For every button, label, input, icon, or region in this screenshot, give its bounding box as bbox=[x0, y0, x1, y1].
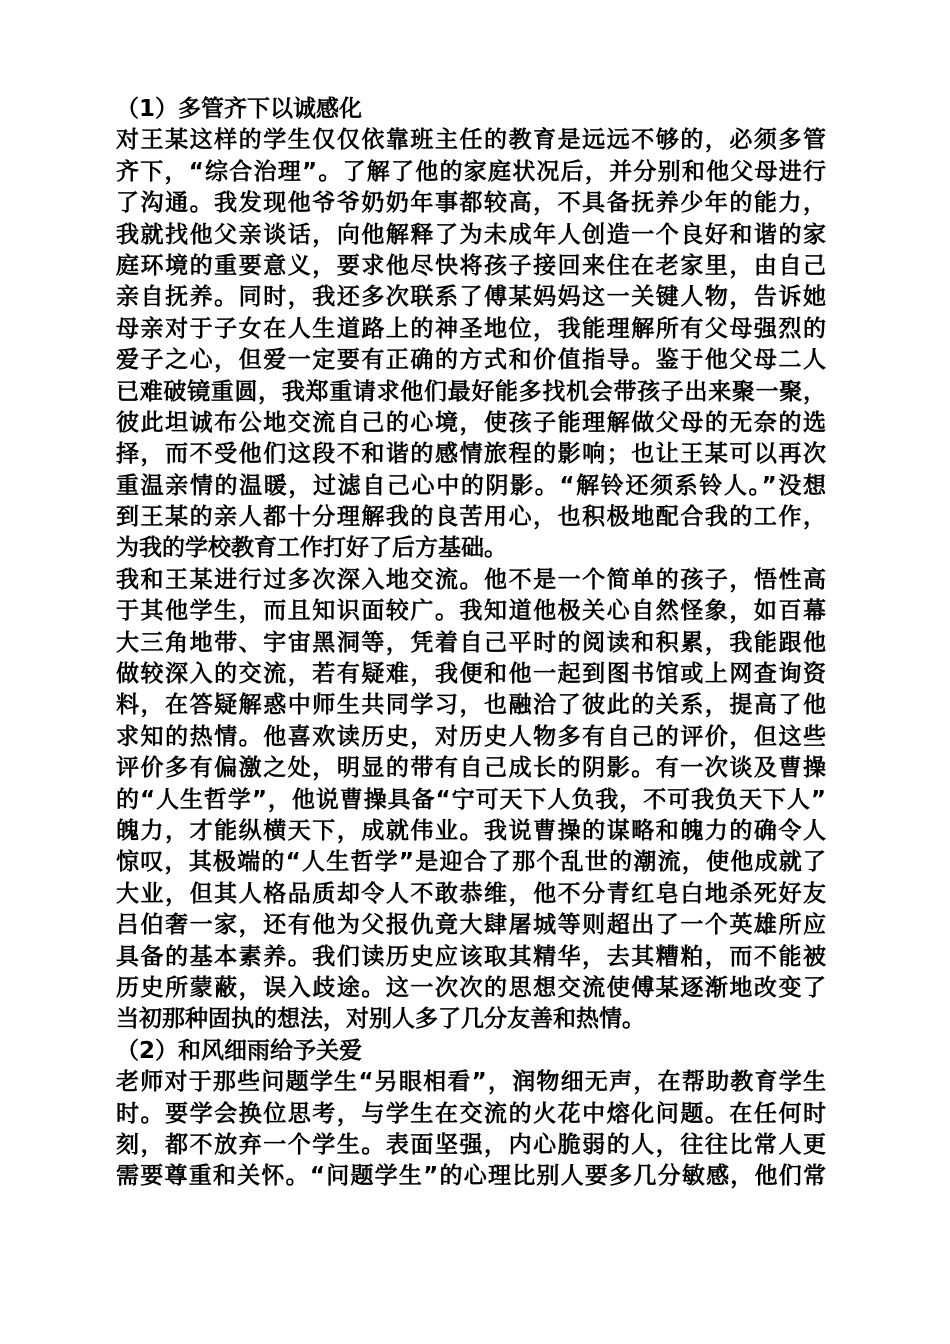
text-line: 了沟通。我发现他爷爷奶奶年事都较高，不具备抚养少年的能力， bbox=[116, 190, 826, 217]
text-line: 母亲对于子女在人生道路上的神圣地位，我能理解所有父母强烈的 bbox=[116, 315, 826, 342]
text-line: 时。要学会换位思考，与学生在交流的火花中熔化问题。在任何时 bbox=[116, 1100, 826, 1127]
text-line: 需要尊重和关怀。“问题学生”的心理比别人要多几分敏感，他们常 bbox=[116, 1163, 826, 1190]
text-line: 老师对于那些问题学生“另眼相看”，润物细无声，在帮助教育学生 bbox=[116, 1069, 826, 1096]
text-line: 对王某这样的学生仅仅依靠班主任的教育是远远不够的，必须多管 bbox=[116, 127, 826, 154]
text-line: 已难破镜重圆，我郑重请求他们最好能多找机会带孩子出来聚一聚， bbox=[116, 378, 826, 405]
text-line: 评价多有偏激之处，明显的带有自己成长的阴影。有一次谈及曹操 bbox=[116, 755, 826, 782]
text-line: 于其他学生，而且知识面较广。我知道他极关心自然怪象，如百幕 bbox=[116, 598, 826, 625]
text-line: 魄力，才能纵横天下，成就伟业。我说曹操的谋略和魄力的确令人 bbox=[116, 817, 826, 844]
section-heading-2: （2）和风细雨给予关爱 bbox=[116, 1037, 363, 1064]
section-heading-1: （1）多管齐下以诚感化 bbox=[116, 96, 363, 122]
text-line: 我和王某进行过多次深入地交流。他不是一个简单的孩子，悟性高 bbox=[116, 566, 826, 593]
text-line: 大三角地带、宇宙黑洞等，凭着自己平时的阅读和积累，我能跟他 bbox=[116, 629, 826, 656]
text-line: 到王某的亲人都十分理解我的良苦用心，也积极地配合我的工作， bbox=[116, 504, 826, 531]
text-line: 刻，都不放弃一个学生。表面坚强，内心脆弱的人，往往比常人更 bbox=[116, 1131, 826, 1158]
text-line: 爱子之心，但爱一定要有正确的方式和价值指导。鉴于他父母二人 bbox=[116, 347, 826, 374]
text-line: 具备的基本素养。我们读历史应该取其精华，去其糟粕，而不能被 bbox=[116, 943, 826, 970]
text-line: 重温亲情的温暖，过滤自己心中的阴影。“解铃还须系铃人。”没想 bbox=[116, 472, 826, 499]
text-line: 我就找他父亲谈话，向他解释了为未成年人创造一个良好和谐的家 bbox=[116, 221, 826, 248]
text-line: 历史所蒙蔽，误入歧途。这一次次的思想交流使傅某逐渐地改变了 bbox=[116, 974, 826, 1001]
text-line: 吕伯奢一家，还有他为父报仇竟大肆屠城等则超出了一个英雄所应 bbox=[116, 912, 826, 939]
text-line: 惊叹，其极端的“人生哲学”是迎合了那个乱世的潮流，使他成就了 bbox=[116, 849, 826, 876]
text-line: 择，而不受他们这段不和谐的感情旅程的影响；也让王某可以再次 bbox=[116, 441, 826, 468]
text-line: 为我的学校教育工作打好了后方基础。 bbox=[116, 535, 507, 562]
text-line: 的“人生哲学”，他说曹操具备“宁可天下人负我，不可我负天下人” bbox=[116, 786, 826, 813]
text-line: 做较深入的交流，若有疑难，我便和他一起到图书馆或上网查询资 bbox=[116, 661, 826, 688]
body-text bbox=[116, 94, 826, 1193]
text-line: 亲自抚养。同时，我还多次联系了傅某妈妈这一关键人物，告诉她 bbox=[116, 284, 826, 311]
text-line: 彼此坦诚布公地交流自己的心境，使孩子能理解做父母的无奈的选 bbox=[116, 409, 826, 436]
text-line: 求知的热情。他喜欢读历史，对历史人物多有自己的评价，但这些 bbox=[116, 723, 826, 750]
text-line: 齐下，“综合治理”。了解了他的家庭状况后，并分别和他父母进行 bbox=[116, 158, 826, 185]
text-line: 料，在答疑解惑中师生共同学习，也融洽了彼此的关系，提高了他 bbox=[116, 692, 826, 719]
text-line: 庭环境的重要意义，要求他尽快将孩子接回来住在老家里，由自己 bbox=[116, 252, 826, 279]
text-line: 当初那种固执的想法，对别人多了几分友善和热情。 bbox=[116, 1006, 645, 1033]
text-line: 大业，但其人格品质却令人不敢恭维，他不分青红皂白地杀死好友 bbox=[116, 880, 826, 907]
